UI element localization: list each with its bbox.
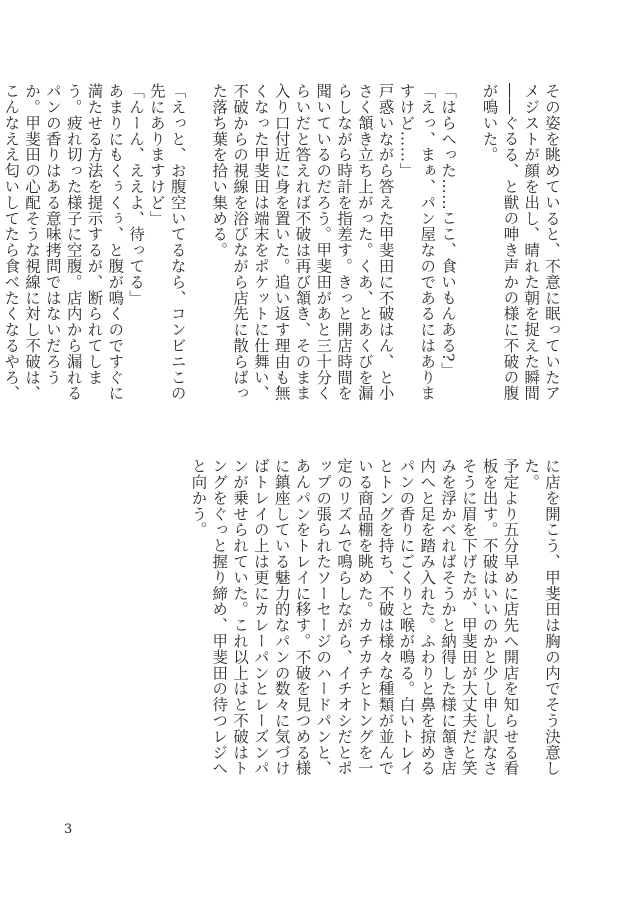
- paragraph: に店を開こう、甲斐田は胸の内でそう決意した。: [522, 458, 561, 776]
- blank-line: [188, 83, 209, 409]
- paragraph: その姿を眺めていると、不意に眠っていたアメジストが顔を出し、晴れた朝を捉えた瞬間――ぐるる、と獣の呻き声かの様に不破の腹が鳴いた。: [480, 83, 561, 401]
- text-column-bottom: [189, 458, 562, 784]
- paragraph: 予定より五分早めに店先へ開店を知らせる看板を出す。不破はいいのかと少し申し訳なさそうに眉を下げたが、甲斐田が大丈夫だと笑みを浮かべればそうかと納得した様に頷き店内へと足を踏み入れた。ふわりと鼻を掠めるパンの香りにごくりと喉が鳴る。白いトレイとトングを持ち、不破は様々な種類が並んでいる商品棚を眺めた。カチカチとトングを一定のリズムで鳴らしながら、イチオシだとポップの張られたソーセージのハードパンと、あんパンをトレイに移す。不破を見つめる様に鎮座している魅力的なパンの数々に気づけばトレイの上は更にカレーパンとレーズンパンが乗せられていた。これ以上はと不破はトングをぐっと握り締め、甲斐田の待つレジへと向かう。: [189, 458, 520, 776]
- page-number: 3: [64, 822, 73, 837]
- blank-line: [458, 83, 479, 409]
- dialogue-line: 「えっ、まぁ、パン屋なのであるにはありますけど……」: [397, 83, 437, 401]
- paragraph: あまりにもくぅくぅ、と腹が鳴くのですぐに満たせる方法を提示するが、断られてしまう。疲れ切った様子に空腹。店内から漏れるパンの香りはある意味拷問ではないだろうか。甲斐田の心配そうな視線に対し不破は、こんなええ匂いしてたら食べたくなるやろ、: [2, 83, 125, 401]
- text-column-top: [2, 83, 562, 409]
- dialogue-line: 「んーん、ええよ、待ってる」: [127, 83, 146, 306]
- dialogue-line: 「えっと、お腹空いてるなら、コンビニこの先にありますけど」: [147, 83, 187, 401]
- dialogue-line: 「はらへった……ここ、食いもんある?」: [439, 83, 458, 378]
- paragraph: 戸惑いながら答えた甲斐田に不破はん、と小さく頷き立ち上がった。くあ、とあくびを漏らしながら時計を指差す。きっと開店時間を聞いているのだろう。甲斐田があと三十分くらいだと答えれば不破は再び頷き、そのまま入り口付近に身を置いた。追い返す理由も無くなった甲斐田は端末をポケットに仕舞い、不破からの視線を浴びながら店先に散らばった落ち葉を拾い集める。: [210, 83, 395, 401]
